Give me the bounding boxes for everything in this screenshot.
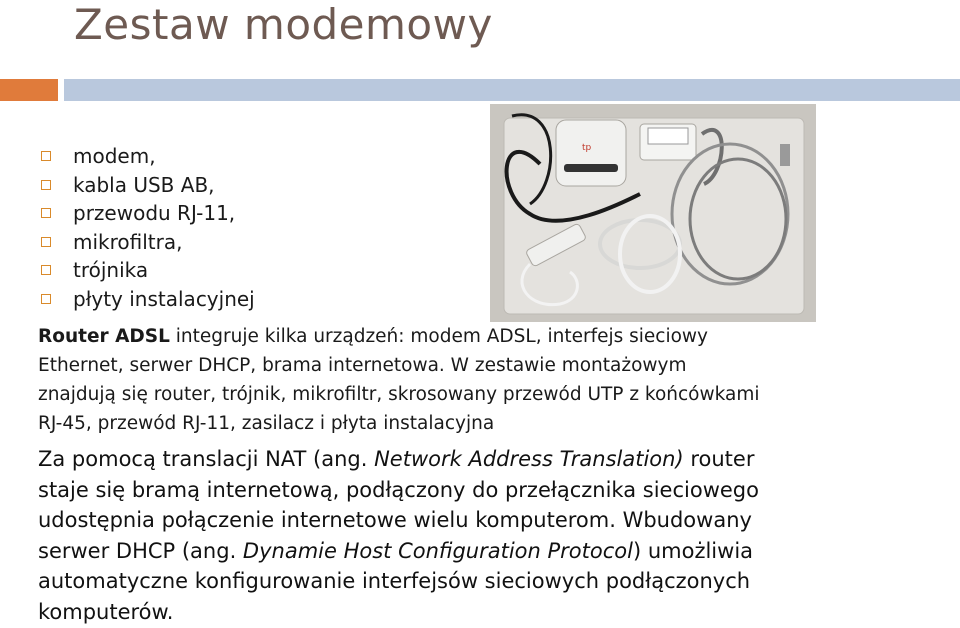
accent-bar-blue: [64, 79, 960, 101]
slide-title: Zestaw modemowy: [74, 0, 493, 49]
svg-text:tp: tp: [582, 143, 592, 153]
square-bullet-icon: [41, 180, 51, 190]
list-item: trójnika: [38, 256, 255, 285]
router-description: Router ADSL integruje kilka urządzeń: modem ADSL, interfejs sieciowy Ethernet, serwer DHCP, brama internetowa. W zestawie montażowym znajdują się router, trójnik, mikrofiltr, skrosowany przewód UTP z końcówkami RJ-45, przewód RJ-11, zasilacz i płyta instalacyjna: [38, 326, 760, 434]
list-item: płyty instalacyjnej: [38, 285, 255, 314]
list-item: modem,: [38, 142, 255, 171]
bullet-list: [38, 142, 255, 313]
list-item: mikrofiltra,: [38, 228, 255, 257]
accent-bar-orange: [0, 79, 58, 101]
modem-kit-illustration: [490, 104, 816, 322]
nat-description: Za pomocą translacji NAT (ang. Network Address Translation) router staje się bramą internetową, podłączony do przełącznika sieciowego udostępnia połączenie internetowe wielu komputerom. Wbudowany serwer DHCP (ang. Dynamie Host Configuration Protocol) umożliwia automatyczne konfigurowanie interfejsów sieciowych podłączonych komputerów.: [38, 447, 759, 624]
square-bullet-icon: [41, 237, 51, 247]
square-bullet-icon: [41, 208, 51, 218]
square-bullet-icon: [41, 265, 51, 275]
square-bullet-icon: [41, 294, 51, 304]
square-bullet-icon: [41, 151, 51, 161]
modem-kit-photo: [490, 104, 816, 322]
list-item: kabla USB AB,: [38, 171, 255, 200]
list-item: przewodu RJ-11,: [38, 199, 255, 228]
